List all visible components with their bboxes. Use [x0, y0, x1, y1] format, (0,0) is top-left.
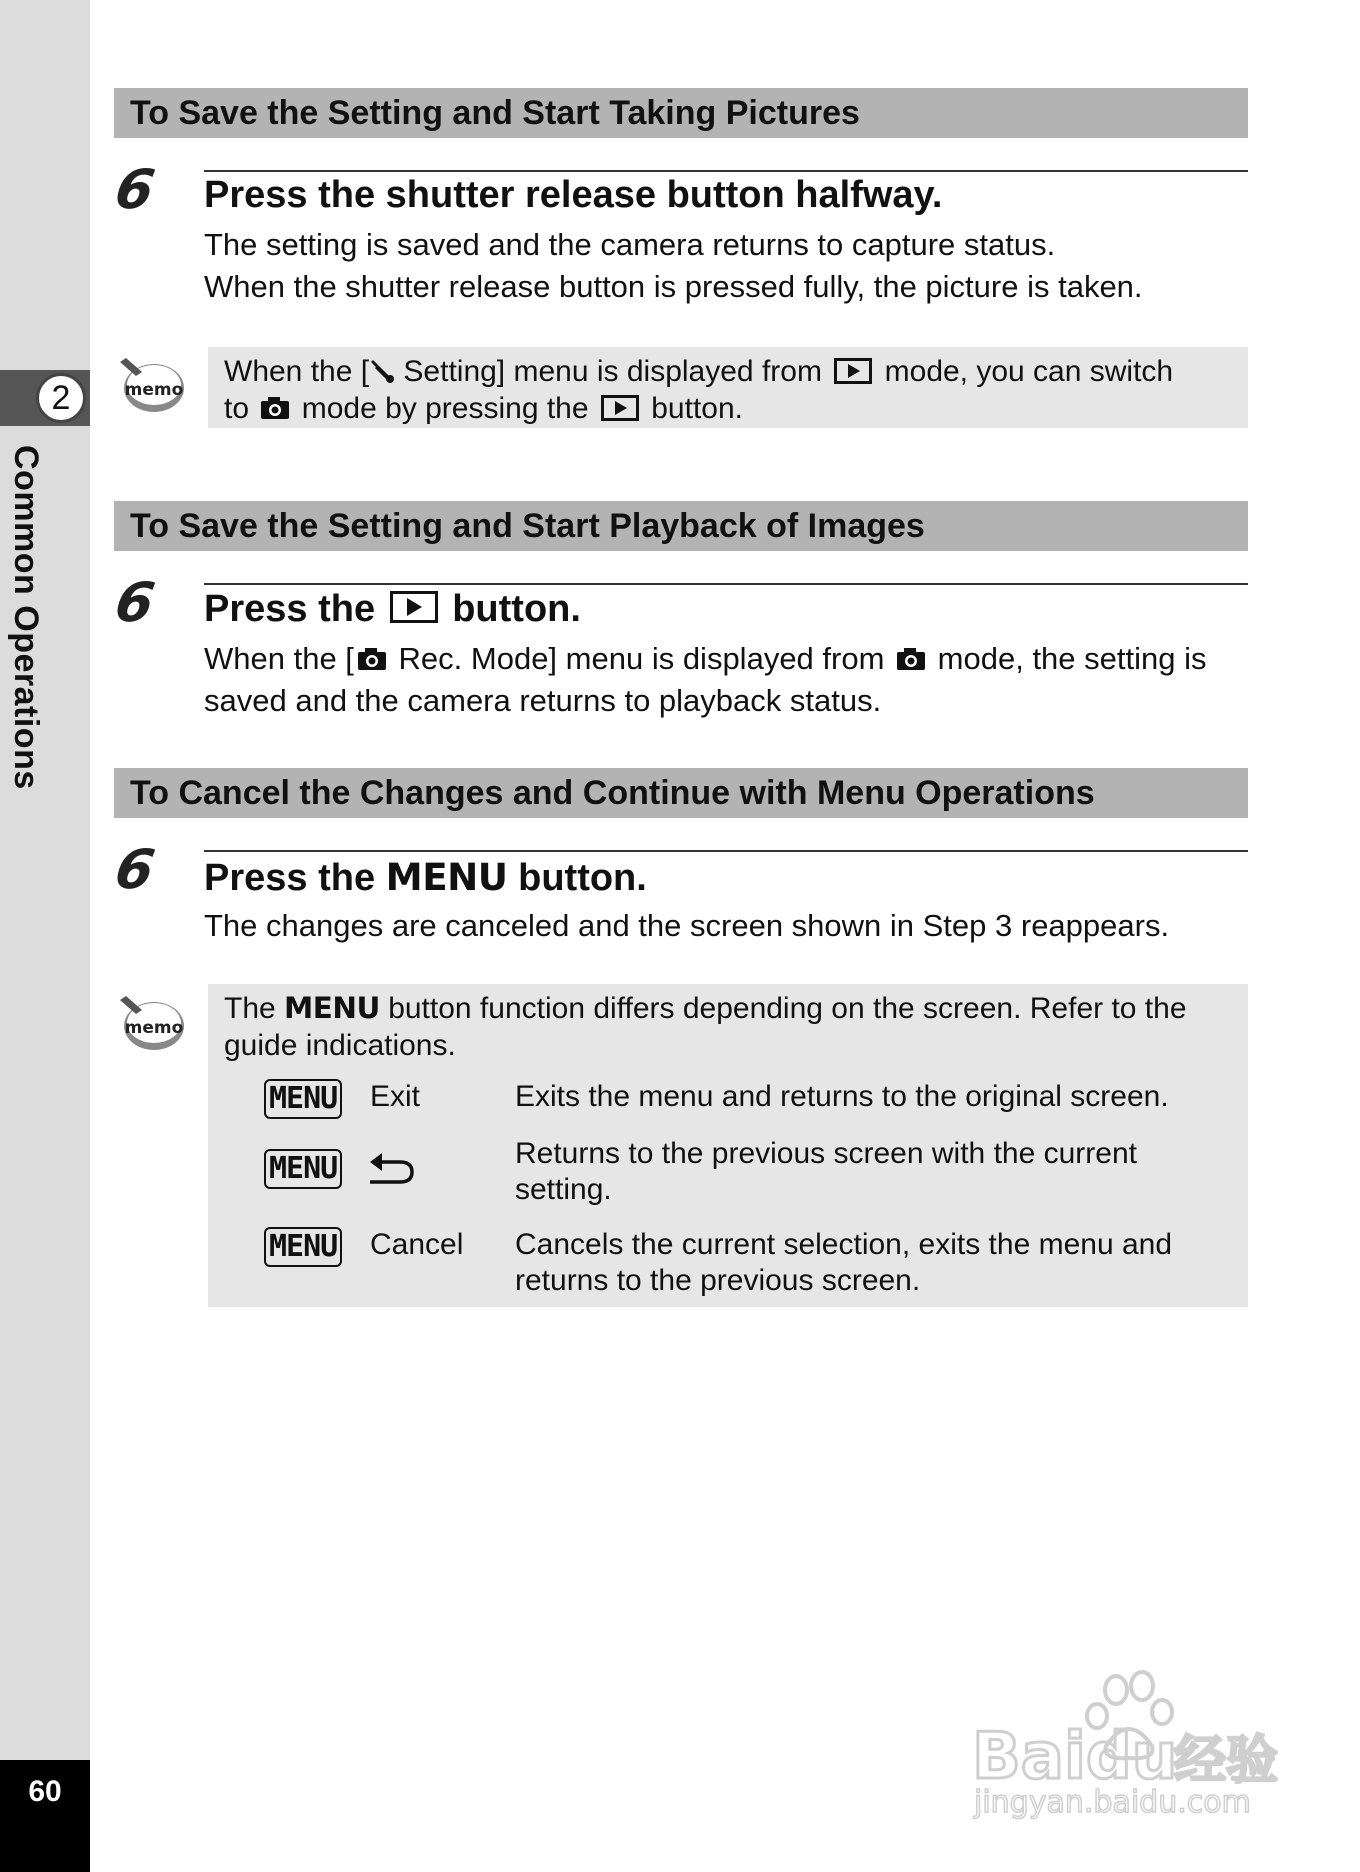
step-number: 6: [110, 571, 160, 634]
guide-description: Cancels the current selection, exits the menu and returns to the previous screen.: [515, 1228, 1173, 1297]
memo-intro: [224, 990, 1232, 1064]
memo-icon: [116, 354, 186, 416]
step-number: 6: [110, 158, 160, 221]
sidebar: [0, 0, 90, 1872]
section-header-cancel-changes: To Cancel the Changes and Continue with Menu Operations: [114, 768, 1248, 818]
memo-text: When the [: [224, 355, 370, 388]
step-rule: [204, 850, 1248, 852]
baidu-watermark-logo: [966, 1660, 1286, 1820]
chapter-title: Common Operations: [7, 445, 45, 790]
step-title: [204, 855, 647, 900]
memo-text: button.: [651, 392, 743, 425]
playback-icon: [390, 591, 438, 623]
memo-line: [224, 390, 1232, 427]
watermark-url: jingyan.baidu.com: [974, 1785, 1251, 1820]
guide-label: Cancel: [370, 1228, 464, 1261]
step-text: When the [: [204, 641, 354, 676]
step-title: [204, 588, 581, 631]
memo-text: Setting] menu is displayed from: [395, 355, 822, 388]
wrench-icon: [369, 358, 395, 384]
memo-icon-label: memo: [124, 380, 184, 400]
memo-icon-label: memo: [124, 1018, 184, 1038]
camera-icon: [357, 647, 387, 671]
guide-row-cancel: [264, 1227, 342, 1267]
memo-text: The: [224, 992, 276, 1025]
memo-text: mode by pressing the: [301, 392, 589, 425]
menu-button-label: MENU: [284, 991, 380, 1025]
menu-key-icon: MENU: [264, 1149, 342, 1189]
guide-row-exit: [264, 1079, 342, 1119]
menu-key-icon: MENU: [264, 1079, 342, 1119]
page-number: 60: [28, 1775, 62, 1808]
chapter-number: 2: [36, 373, 86, 423]
memo-text: to: [224, 392, 250, 425]
watermark-brand: Baidu: [972, 1720, 1178, 1794]
menu-button-label: MENU: [385, 855, 508, 899]
step-text: mode, the setting is saved and the camera returns to playback status.: [204, 641, 1207, 718]
section-header-save-playback: To Save the Setting and Start Playback of Images: [114, 501, 1248, 551]
step-number: 6: [110, 838, 160, 901]
memo-text: button function differs depending on the screen. Refer to the guide indications.: [224, 992, 1187, 1062]
step-title-text: button.: [518, 857, 647, 899]
step-line: When the shutter release button is pressed fully, the picture is taken.: [204, 269, 1143, 304]
step-rule: [204, 170, 1248, 172]
memo-text: mode, you can switch: [884, 355, 1174, 388]
step-title: Press the shutter release button halfway.: [204, 174, 943, 216]
guide-description: Returns to the previous screen with the current setting.: [515, 1137, 1137, 1206]
camera-icon: [896, 647, 926, 671]
memo-icon: [116, 992, 186, 1054]
step-description: [204, 224, 1254, 308]
playback-icon: [834, 358, 872, 384]
step-title-text: button.: [452, 588, 581, 630]
step-text: Rec. Mode] menu is displayed from: [389, 641, 885, 676]
step-description: The changes are canceled and the screen shown in Step 3 reappears.: [204, 908, 1170, 943]
camera-icon: [260, 396, 290, 420]
memo-note: [208, 347, 1248, 428]
memo-line: [224, 353, 1232, 390]
guide-description: Exits the menu and returns to the original screen.: [515, 1080, 1169, 1113]
menu-key-icon: MENU: [264, 1227, 342, 1267]
section-header-save-capture: To Save the Setting and Start Taking Pictures: [114, 88, 1248, 138]
step-title-text: Press the: [204, 857, 376, 899]
step-description: [204, 638, 1252, 722]
guide-row-back: [264, 1149, 342, 1189]
watermark-brand-cn: 经验: [1174, 1731, 1279, 1791]
step-title-text: Press the: [204, 588, 376, 630]
playback-icon: [601, 395, 639, 421]
guide-label: Exit: [370, 1080, 421, 1113]
back-arrow-icon: [366, 1150, 416, 1186]
step-rule: [204, 583, 1248, 585]
step-line: The setting is saved and the camera returns to capture status.: [204, 227, 1056, 262]
